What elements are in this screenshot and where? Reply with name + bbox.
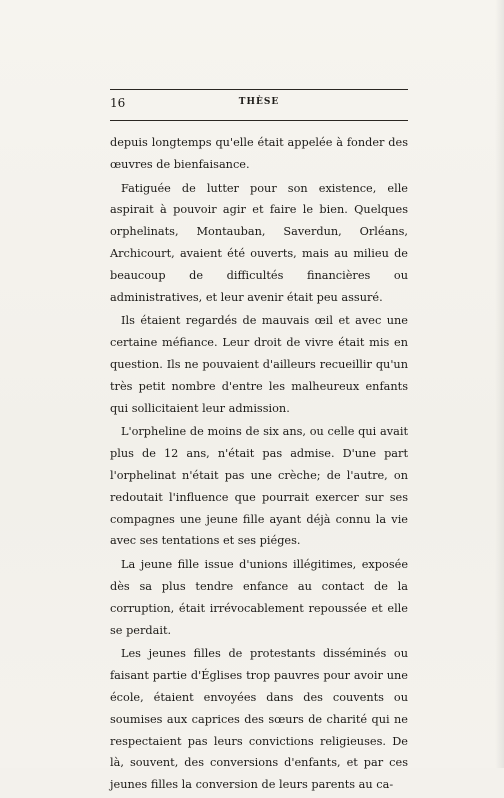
page-edge-shadow xyxy=(495,0,504,768)
running-header xyxy=(110,96,408,112)
paragraph-2: Fatiguée de lutter pour son existence, elle aspirait à pouvoir agir et faire le bien. Quelques orphelinats, Montauban, Saverdun, Orléans, Archicourt, avaient été ouverts, mais au milieu de beaucoup de difficultés financières ou administratives, et leur avenir était peu assuré. xyxy=(110,181,408,304)
header-top-rule xyxy=(110,89,408,90)
paragraph-4: L'orpheline de moins de six ans, ou celle qui avait plus de 12 ans, n'était pas admise. D'une part l'orphelinat n'était pas une crèche; de l'autre, on redoutait l'influence que pourrait exercer sur ses compagnes une jeune fille ayant déjà connu la vie avec ses tentations et ses piéges. xyxy=(110,425,408,548)
paragraph-6: Les jeunes filles de protestants disséminés ou faisant partie d'Églises trop pauvres pour avoir une école, étaient envoyées dans des couvents ou soumises aux caprices des sœurs de charité qui ne respectaient pas leurs convictions religieuses. De là, souvent, des conversions d'enfants, et par ces jeunes filles la conversion de leurs parents au ca- xyxy=(110,647,408,792)
paragraph-3: Ils étaient regardés de mauvais œil et avec une certaine méfiance. Leur droit de vivre était mis en question. Ils ne pouvaient d'ailleurs recueillir qu'un très petit nombre d'entre les malheureux enfants qui sollicitaient leur admission. xyxy=(110,314,408,415)
paragraph-5: La jeune fille issue d'unions illégitimes, exposée dès sa plus tendre enfance au contact de la corruption, était irrévocablement repoussée et elle se perdait. xyxy=(110,558,408,637)
body-text xyxy=(110,132,408,798)
page-number: 16 xyxy=(110,96,126,110)
paragraph-1: depuis longtemps qu'elle était appelée à fonder des œuvres de bienfaisance. xyxy=(110,136,408,171)
running-title: THÈSE xyxy=(238,97,280,107)
header-bottom-rule xyxy=(110,120,408,121)
